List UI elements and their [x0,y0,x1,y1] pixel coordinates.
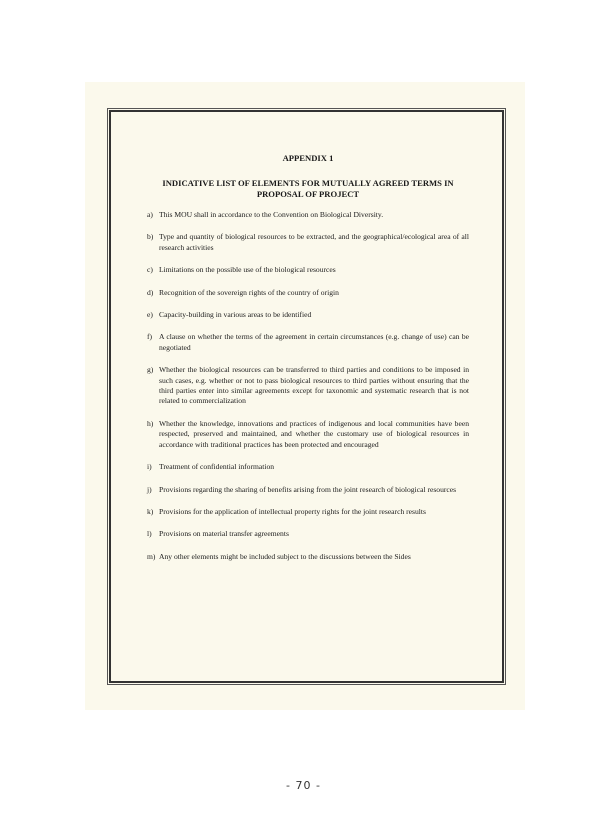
item-text: A clause on whether the terms of the agreement in certain circumstances (e.g. change of use) can be negotiated [159,332,469,352]
item-text: Whether the biological resources can be transferred to third parties and conditions to be imposed in such cases, e.g. whether or not to pass biological resources to third parties without ensuring that the third parties enter into similar agreements except for taxonomic and systematic research that is not related to commercialization [159,365,469,406]
list-item [147,507,469,517]
item-letter: f) [147,332,153,342]
item-text: This MOU shall in accordance to the Convention on Biological Diversity. [159,210,384,219]
item-text: Provisions for the application of intellectual property rights for the joint research results [159,506,426,516]
list-item [147,419,469,450]
list-item [147,265,469,275]
page-number: - 70 - [286,779,321,792]
item-text: Any other elements might be included subject to the discussions between the Sides [159,551,411,561]
item-text: Type and quantity of biological resources to be extracted, and the geographical/ecological area of all research activities [159,232,469,252]
list-title-line-2: PROPOSAL OF PROJECT [256,189,360,199]
item-letter: k) [147,506,154,516]
item-text: Recognition of the sovereign rights of the country of origin [159,287,339,297]
item-text: Whether the knowledge, innovations and practices of indigenous and local communities have been respected, preserved and maintained, and whether the customary use of biological resources in accordance with traditional practices has been protected and encouraged [159,418,469,449]
list-item [147,288,469,298]
list-item [147,552,469,562]
item-letter: c) [147,265,153,275]
item-letter: l) [147,529,152,539]
elements-list [147,210,469,562]
item-letter: b) [147,232,154,242]
list-item [147,485,469,495]
item-text: Capacity-building in various areas to be identified [159,310,312,320]
item-text: Treatment of confidential information [159,462,275,472]
item-letter: m) [147,551,156,561]
list-item [147,310,469,320]
item-letter: j) [147,484,152,494]
item-letter: e) [147,310,153,320]
item-text: Limitations on the possible use of the biological resources [159,265,336,275]
item-letter: i) [147,462,152,472]
document-content [147,153,469,574]
list-item [147,332,469,353]
item-text: Provisions on material transfer agreements [159,529,289,539]
list-item [147,210,469,220]
list-title-line-1: INDICATIVE LIST OF ELEMENTS FOR MUTUALLY AGREED TERMS IN [162,178,454,188]
list-title [147,178,469,200]
item-letter: d) [147,287,154,297]
list-item [147,365,469,407]
item-letter: h) [147,418,154,428]
item-letter: g) [147,365,154,375]
appendix-title: APPENDIX 1 [282,153,334,163]
list-item [147,529,469,539]
list-item [147,232,469,253]
item-letter: a) [147,210,153,219]
item-text: Provisions regarding the sharing of benefits arising from the joint research of biological resources [159,484,457,494]
list-item [147,462,469,472]
